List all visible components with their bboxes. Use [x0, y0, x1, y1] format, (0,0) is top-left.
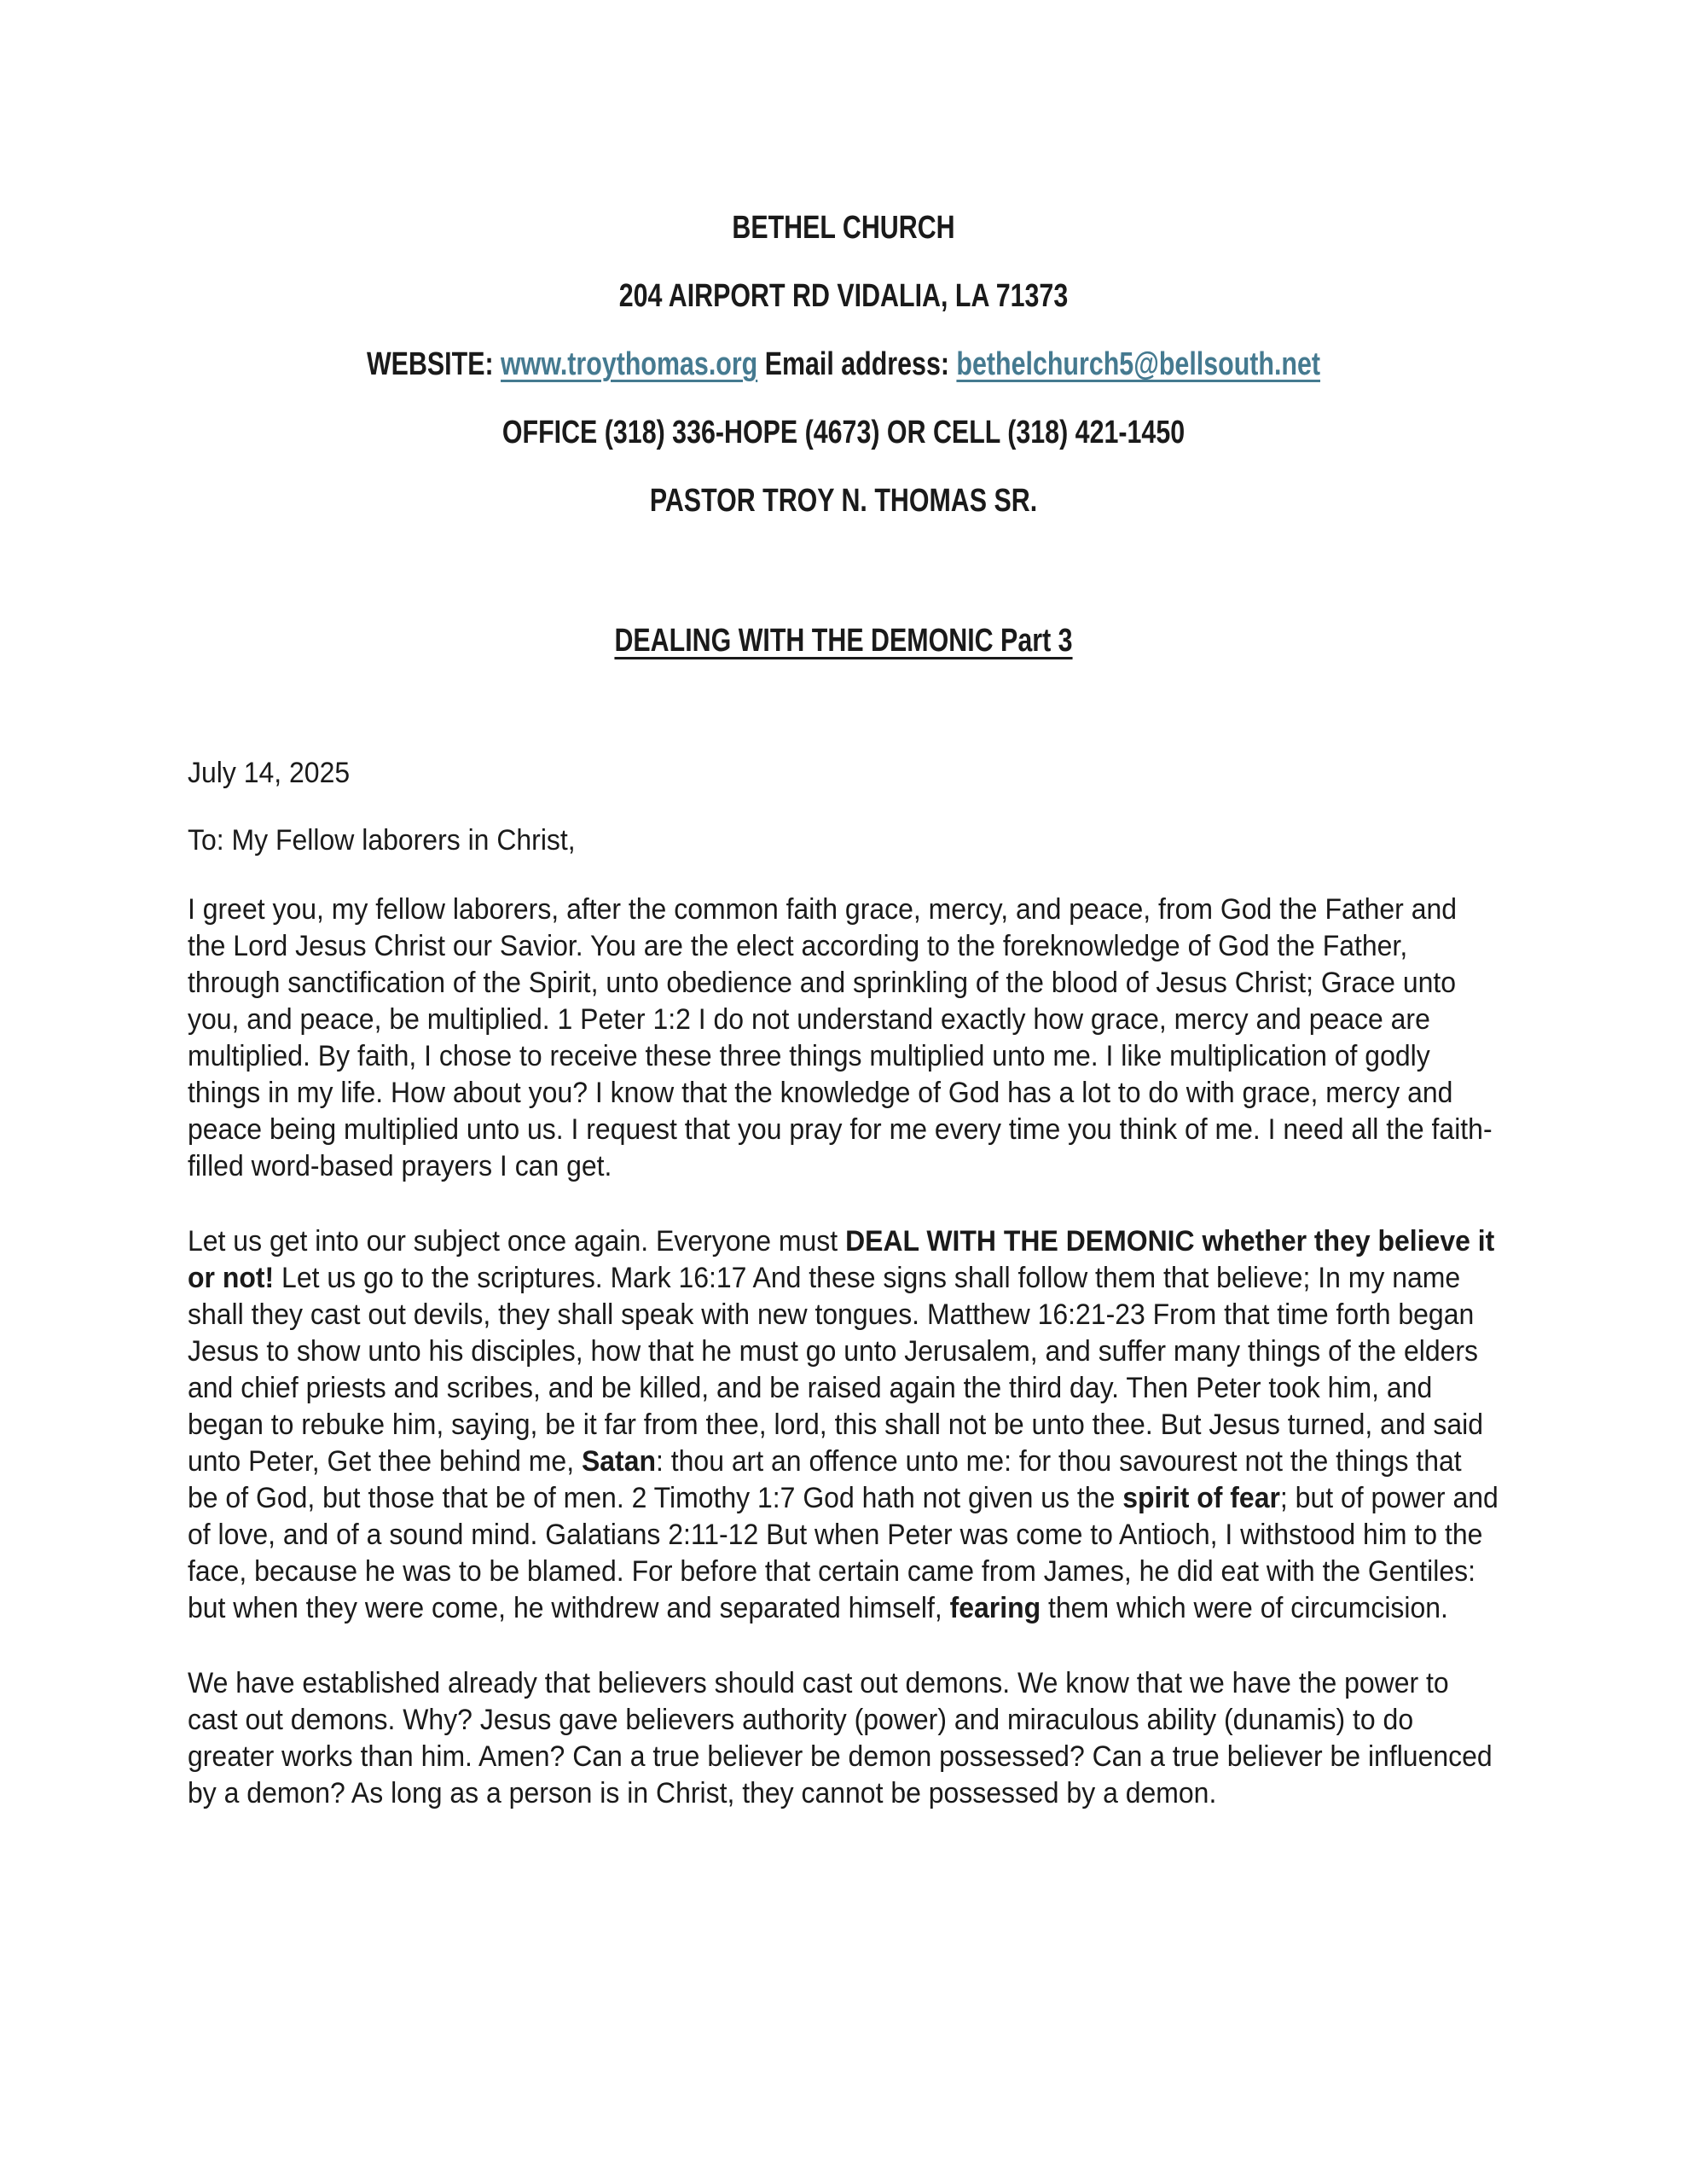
phone-line: OFFICE (318) 336-HOPE (4673) OR CELL (318) 421-1450: [501, 415, 1186, 450]
email-link[interactable]: bethelchurch5@bellsouth.net: [956, 346, 1321, 382]
website-link[interactable]: www.troythomas.org: [501, 346, 758, 382]
text-run: them which were of circumcision.: [1041, 1592, 1448, 1624]
text-run: ; but of power and of love, and of a sound mind. Galatians 2:11-12 But when Peter was come to Antioch, I withstood him to the face, because he was to be blamed. For before that certain came from James, he did eat with the Gentiles: but when they were come, he withdrew and separated himself,: [188, 1482, 1499, 1624]
bold-text-run: spirit of fear: [1122, 1482, 1280, 1514]
website-label: WEBSITE:: [366, 346, 501, 382]
text-run: I greet you, my fellow laborers, after the common faith grace, mercy, and peace, from God the Father and the Lord Jesus Christ our Savior. You are the elect according to the foreknowledge of God the Father, through sanctification of the Spirit, unto obedience and sprinkling of the blood of Jesus Christ; Grace unto you, and peace, be multiplied. 1 Peter 1:2 I do not understand exactly how grace, mercy and peace are multiplied. By faith, I chose to receive these three things multiplied unto me. I like multiplication of godly things in my life. How about you? I know that the knowledge of God has a lot to do with grace, mercy and peace being multiplied unto us. I request that you pray for me every time you think of me. I need all the faith-filled word-based prayers I can get.: [188, 893, 1493, 1182]
letter-date: July 14, 2025: [188, 757, 351, 789]
salutation: To: My Fellow laborers in Christ,: [188, 824, 576, 857]
letter-title: DEALING WITH THE DEMONIC Part 3: [614, 623, 1073, 659]
letter-paragraphs: [188, 892, 1499, 1812]
paragraph: [188, 892, 1499, 1185]
paragraph: [188, 1223, 1499, 1627]
email-label: Email address:: [764, 346, 957, 382]
text-run: Let us get into our subject once again. Everyone must: [188, 1225, 846, 1258]
contact-line: [319, 346, 1368, 383]
pastor-name: PASTOR TROY N. THOMAS SR.: [649, 483, 1038, 519]
church-address: 204 AIRPORT RD VIDALIA, LA 71373: [618, 278, 1069, 314]
bold-text-run: fearing: [949, 1592, 1041, 1624]
text-run: : thou art an offence unto me: for thou savourest not the things that be of God, but those that be of men. 2 Timothy 1:7 God hath not given us the: [188, 1445, 1462, 1514]
church-name: BETHEL CHURCH: [732, 210, 955, 246]
bold-text-run: Satan: [581, 1445, 657, 1478]
paragraph: [188, 1665, 1499, 1812]
text-run: Let us go to the scriptures. Mark 16:17 And these signs shall follow them that believe; In my name shall they cast out devils, they shall speak with new tongues. Matthew 16:21-23 From that time forth began Jesus to show unto his disciples, how that he must go unto Jerusalem, and suffer many things of the elders and chief priests and scribes, and be killed, and be raised again the third day. Then Peter took him, and began to rebuke him, saying, be it far from thee, lord, this shall not be unto thee. But Jesus turned, and said unto Peter, Get thee behind me,: [188, 1262, 1484, 1478]
letter-body: [188, 755, 1499, 1812]
text-run: We have established already that believers should cast out demons. We know that we have the power to cast out demons. Why? Jesus gave believers authority (power) and miraculous ability (dunamis) to do greater works than him. Amen? Can a true believer be demon possessed? Can a true believer be influenced by a demon? As long as a person is in Christ, they cannot be possessed by a demon.: [188, 1667, 1493, 1809]
letterhead: [188, 209, 1499, 659]
bold-text-run: DEAL WITH THE DEMONIC whether they believe it or not!: [188, 1225, 1495, 1294]
